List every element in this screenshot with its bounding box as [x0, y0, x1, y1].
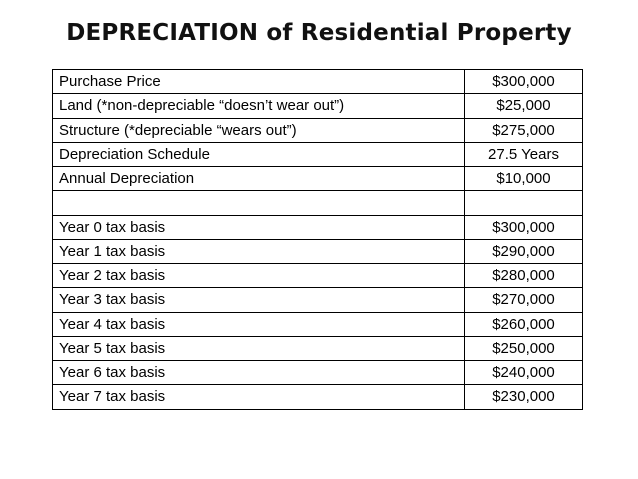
row-value: $230,000 [465, 385, 583, 409]
page-title: DEPRECIATION of Residential Property [66, 20, 572, 46]
table-row [53, 336, 583, 360]
table-row [53, 215, 583, 239]
table-row [53, 94, 583, 118]
row-value: $25,000 [465, 94, 583, 118]
table-row [53, 361, 583, 385]
row-value: $250,000 [465, 336, 583, 360]
depreciation-table-body [53, 70, 583, 410]
row-label: Depreciation Schedule [53, 142, 465, 166]
table-row [53, 142, 583, 166]
row-label: Purchase Price [53, 70, 465, 94]
table-row [53, 239, 583, 263]
table-row [53, 288, 583, 312]
row-value: $280,000 [465, 264, 583, 288]
row-label: Year 4 tax basis [53, 312, 465, 336]
table-row-empty [53, 191, 583, 215]
row-label: Year 7 tax basis [53, 385, 465, 409]
row-value: $260,000 [465, 312, 583, 336]
row-value [465, 191, 583, 215]
row-value: $240,000 [465, 361, 583, 385]
table-row [53, 167, 583, 191]
table-row [53, 70, 583, 94]
row-label: Land (*non-depreciable “doesn’t wear out”) [53, 94, 465, 118]
table-row [53, 264, 583, 288]
table-row [53, 118, 583, 142]
row-label: Year 3 tax basis [53, 288, 465, 312]
depreciation-table [52, 69, 583, 410]
row-value: 27.5 Years [465, 142, 583, 166]
row-label: Year 0 tax basis [53, 215, 465, 239]
row-value: $300,000 [465, 215, 583, 239]
row-value: $300,000 [465, 70, 583, 94]
row-value: $290,000 [465, 239, 583, 263]
row-label: Structure (*depreciable “wears out”) [53, 118, 465, 142]
row-label [53, 191, 465, 215]
row-label: Year 2 tax basis [53, 264, 465, 288]
row-label: Annual Depreciation [53, 167, 465, 191]
row-value: $275,000 [465, 118, 583, 142]
table-row [53, 312, 583, 336]
row-label: Year 1 tax basis [53, 239, 465, 263]
row-label: Year 5 tax basis [53, 336, 465, 360]
row-label: Year 6 tax basis [53, 361, 465, 385]
table-row [53, 385, 583, 409]
row-value: $10,000 [465, 167, 583, 191]
row-value: $270,000 [465, 288, 583, 312]
